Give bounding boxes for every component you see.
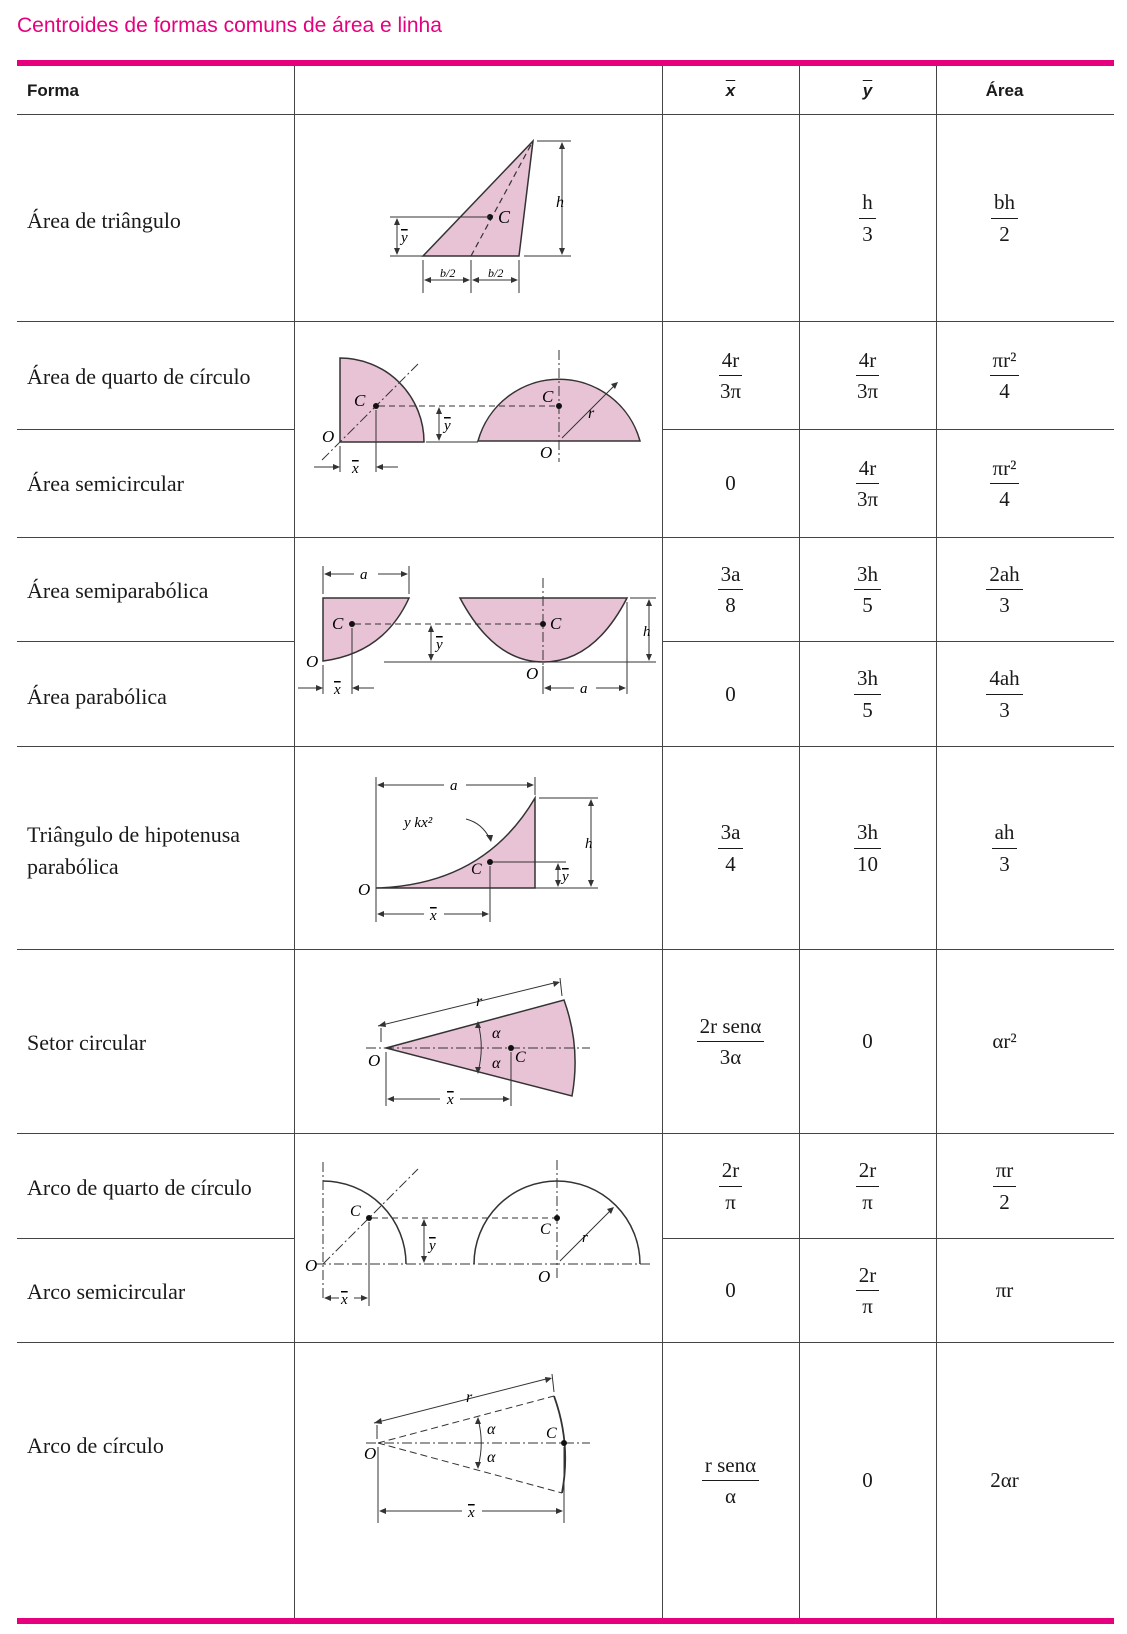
value-text: 0 bbox=[725, 471, 736, 495]
svg-text:r: r bbox=[588, 405, 595, 422]
svg-text:C: C bbox=[515, 1049, 526, 1066]
shape-name: Arco semicircular bbox=[27, 1279, 186, 1304]
fraction-numerator: πr bbox=[993, 1157, 1017, 1186]
fraction-numerator: 4r bbox=[856, 347, 880, 376]
svg-text:x: x bbox=[430, 908, 437, 924]
ybar-value bbox=[799, 1239, 936, 1342]
header-area: Área bbox=[985, 81, 1024, 100]
fraction bbox=[854, 819, 881, 877]
fraction-numerator: πr² bbox=[990, 455, 1020, 484]
fraction-numerator: r senα bbox=[702, 1452, 759, 1481]
area-value bbox=[936, 430, 1073, 537]
fraction-denominator: 3α bbox=[719, 1045, 742, 1069]
fraction bbox=[719, 1157, 743, 1215]
svg-text:b/2: b/2 bbox=[488, 266, 504, 280]
shape-name: Setor circular bbox=[27, 1030, 147, 1055]
value-text: αr² bbox=[992, 1029, 1017, 1053]
svg-text:C: C bbox=[354, 391, 366, 410]
svg-text:O: O bbox=[538, 1267, 551, 1286]
svg-text:O: O bbox=[305, 1256, 318, 1275]
svg-text:y: y bbox=[562, 869, 569, 885]
xbar-value bbox=[662, 642, 799, 746]
fraction-numerator: 2r bbox=[856, 1157, 880, 1186]
value-text: 2αr bbox=[990, 1468, 1019, 1492]
fraction-denominator: 10 bbox=[857, 851, 878, 876]
fraction-denominator: 2 bbox=[999, 1189, 1010, 1214]
fraction-denominator: 4 bbox=[999, 379, 1010, 403]
fraction-denominator: 4 bbox=[725, 851, 736, 876]
svg-text:y: y bbox=[444, 418, 451, 434]
fraction-numerator: 2r bbox=[719, 1157, 743, 1186]
fraction-numerator: 2ah bbox=[986, 561, 1022, 590]
svg-text:C: C bbox=[540, 1221, 551, 1238]
svg-text:C: C bbox=[332, 614, 344, 633]
area-value bbox=[936, 1134, 1073, 1238]
circular-sector-figure bbox=[294, 950, 663, 1133]
svg-text:O: O bbox=[540, 443, 553, 462]
svg-text:C: C bbox=[350, 1203, 361, 1220]
svg-text:α: α bbox=[487, 1449, 496, 1466]
fraction bbox=[854, 561, 881, 619]
svg-text:O: O bbox=[368, 1051, 381, 1070]
fraction-denominator: 3π bbox=[719, 379, 742, 403]
fraction-numerator: 3h bbox=[854, 561, 881, 590]
svg-text:y: y bbox=[401, 230, 408, 246]
fraction bbox=[991, 189, 1018, 247]
fraction-denominator: π bbox=[862, 1294, 873, 1318]
fraction-denominator: 3 bbox=[862, 221, 873, 246]
circular-arc-figure bbox=[294, 1343, 663, 1618]
svg-text:O: O bbox=[322, 427, 335, 446]
fraction bbox=[856, 1262, 880, 1320]
fraction bbox=[856, 1157, 880, 1215]
parabolic-spandrel-figure bbox=[294, 747, 663, 949]
ybar-value bbox=[799, 430, 936, 537]
shape-name: Triângulo de hipotenusa parabólica bbox=[27, 822, 241, 879]
shape-name: Área de quarto de círculo bbox=[27, 364, 251, 389]
fraction bbox=[717, 347, 744, 405]
value-text: πr bbox=[995, 1278, 1014, 1302]
area-value bbox=[936, 950, 1073, 1133]
fraction bbox=[702, 1452, 759, 1510]
fraction-denominator: π bbox=[725, 1189, 736, 1214]
shape-name: Arco de quarto de círculo bbox=[27, 1175, 252, 1200]
svg-text:a: a bbox=[580, 681, 588, 697]
xbar-value bbox=[662, 747, 799, 949]
fraction-numerator: 3h bbox=[854, 819, 881, 848]
row-divider bbox=[17, 641, 294, 642]
svg-text:α: α bbox=[487, 1421, 496, 1438]
fraction-denominator: 4 bbox=[999, 487, 1010, 511]
fraction-numerator: 3a bbox=[718, 561, 744, 590]
fraction-numerator: 2r bbox=[856, 1262, 880, 1291]
area-value bbox=[936, 1239, 1073, 1342]
fraction bbox=[854, 347, 881, 405]
row-divider bbox=[17, 429, 294, 430]
svg-text:h: h bbox=[556, 194, 564, 211]
xbar-value bbox=[662, 322, 799, 429]
ybar-value bbox=[799, 950, 936, 1133]
fraction bbox=[992, 819, 1018, 877]
fraction bbox=[854, 665, 881, 723]
svg-text:b/2: b/2 bbox=[440, 266, 456, 280]
svg-text:O: O bbox=[358, 880, 371, 899]
svg-text:C: C bbox=[550, 614, 562, 633]
fraction-denominator: 5 bbox=[862, 593, 873, 617]
circle-area-figure bbox=[294, 322, 663, 537]
header-ybar: $\overline{y}$ bbox=[862, 81, 873, 100]
fraction bbox=[854, 455, 881, 513]
fraction-denominator: α bbox=[724, 1484, 736, 1508]
fraction-numerator: 3h bbox=[854, 665, 881, 694]
fraction-denominator: 3 bbox=[999, 697, 1010, 722]
fraction-numerator: πr² bbox=[990, 347, 1020, 376]
area-value bbox=[936, 115, 1073, 321]
svg-text:x: x bbox=[468, 1505, 475, 1521]
shape-name: Área semiparabólica bbox=[27, 578, 209, 603]
xbar-value bbox=[662, 430, 799, 537]
row-divider bbox=[17, 1238, 294, 1239]
svg-text:y: y bbox=[436, 637, 443, 653]
svg-text:O: O bbox=[306, 652, 319, 671]
fraction-denominator: 2 bbox=[999, 221, 1010, 246]
header-xbar: $\overline{x}$ bbox=[725, 81, 736, 100]
ybar-value bbox=[799, 322, 936, 429]
fraction bbox=[697, 1013, 765, 1071]
header-shape: Forma bbox=[27, 81, 79, 100]
fraction bbox=[718, 819, 744, 877]
fraction-denominator: 8 bbox=[725, 593, 736, 617]
svg-text:h: h bbox=[643, 624, 651, 640]
ybar-value bbox=[799, 1134, 936, 1238]
shape-name: Área parabólica bbox=[27, 684, 167, 709]
ybar-value bbox=[799, 1343, 936, 1618]
shape-name: Área de triângulo bbox=[27, 208, 181, 233]
fraction bbox=[859, 189, 876, 247]
svg-text:r: r bbox=[582, 1230, 588, 1246]
ybar-value bbox=[799, 747, 936, 949]
svg-text:O: O bbox=[364, 1444, 377, 1463]
svg-text:r: r bbox=[476, 993, 483, 1010]
area-value bbox=[936, 747, 1073, 949]
svg-text:x: x bbox=[334, 682, 341, 698]
svg-text:x: x bbox=[341, 1292, 348, 1308]
circle-arc-figure bbox=[294, 1134, 663, 1342]
svg-text:C: C bbox=[542, 387, 554, 406]
area-value bbox=[936, 538, 1073, 641]
bottom-accent-bar bbox=[17, 1618, 1114, 1624]
svg-text:a: a bbox=[360, 567, 368, 583]
svg-text:α: α bbox=[492, 1025, 501, 1042]
svg-text:C: C bbox=[498, 207, 511, 227]
xbar-value bbox=[662, 115, 799, 321]
area-value bbox=[936, 1343, 1073, 1618]
value-text: 0 bbox=[862, 1468, 873, 1492]
ybar-value bbox=[799, 538, 936, 641]
shape-name: Área semicircular bbox=[27, 471, 184, 496]
fraction-denominator: 3π bbox=[856, 487, 879, 511]
fraction-denominator: 3 bbox=[999, 593, 1010, 617]
triangle-area-figure bbox=[294, 115, 663, 321]
xbar-value bbox=[662, 950, 799, 1133]
fraction-denominator: 5 bbox=[862, 697, 873, 722]
svg-text:a: a bbox=[450, 778, 458, 794]
fraction-denominator: π bbox=[862, 1189, 873, 1214]
value-text: 0 bbox=[725, 1278, 736, 1302]
svg-text:h: h bbox=[585, 836, 593, 852]
xbar-value bbox=[662, 1343, 799, 1618]
fraction-denominator: 3π bbox=[856, 379, 879, 403]
fraction bbox=[993, 1157, 1017, 1215]
fraction bbox=[986, 561, 1022, 619]
fraction-numerator: ah bbox=[992, 819, 1018, 848]
area-value bbox=[936, 642, 1073, 746]
svg-text:r: r bbox=[466, 1389, 473, 1406]
page-title: Centroides de formas comuns de área e linha bbox=[17, 14, 442, 37]
fraction-numerator: 4r bbox=[719, 347, 743, 376]
fraction bbox=[718, 561, 744, 619]
fraction bbox=[990, 455, 1020, 513]
ybar-value bbox=[799, 642, 936, 746]
fraction-numerator: 3a bbox=[718, 819, 744, 848]
value-text: 0 bbox=[725, 681, 736, 706]
xbar-value bbox=[662, 1239, 799, 1342]
fraction bbox=[986, 665, 1022, 723]
svg-text:x: x bbox=[447, 1092, 454, 1108]
svg-text:C: C bbox=[471, 861, 482, 878]
value-text: 0 bbox=[862, 1029, 873, 1053]
svg-text:O: O bbox=[526, 664, 539, 683]
fraction-numerator: bh bbox=[991, 189, 1018, 218]
svg-text:y kx²: y kx² bbox=[404, 815, 433, 831]
fraction-numerator: h bbox=[859, 189, 876, 218]
fraction bbox=[990, 347, 1020, 405]
fraction-denominator: 3 bbox=[999, 851, 1010, 876]
fraction-numerator: 4r bbox=[856, 455, 880, 484]
shape-name: Arco de círculo bbox=[27, 1433, 164, 1458]
parabola-area-figure bbox=[294, 538, 663, 746]
ybar-value bbox=[799, 115, 936, 321]
xbar-value bbox=[662, 538, 799, 641]
svg-text:y: y bbox=[429, 1238, 436, 1254]
xbar-value bbox=[662, 1134, 799, 1238]
fraction-numerator: 4ah bbox=[986, 665, 1022, 694]
fraction-numerator: 2r senα bbox=[697, 1013, 765, 1042]
svg-text:x: x bbox=[352, 461, 359, 477]
svg-text:C: C bbox=[546, 1425, 557, 1442]
area-value bbox=[936, 322, 1073, 429]
svg-text:α: α bbox=[492, 1055, 501, 1072]
